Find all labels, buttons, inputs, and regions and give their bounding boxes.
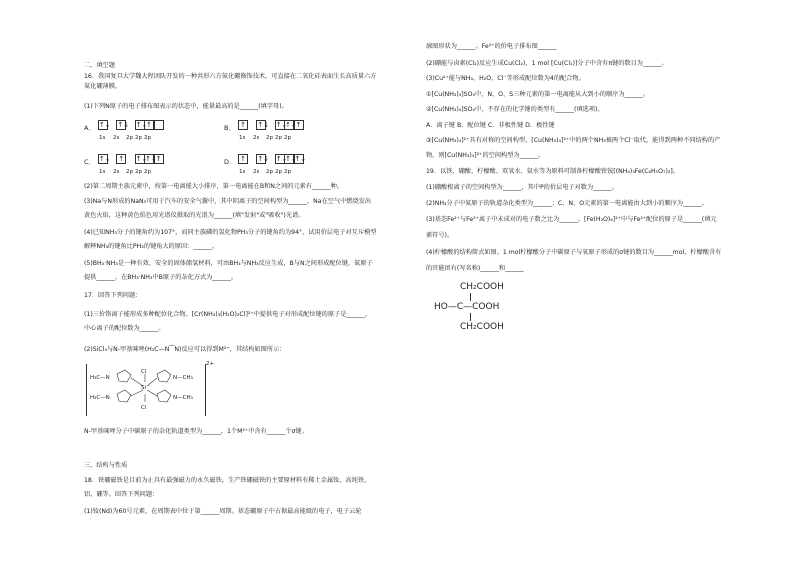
- orbital-box: ↑↓: [275, 121, 288, 129]
- orbital-label: 2s: [253, 135, 260, 141]
- orbital-box: ↑: [238, 120, 248, 130]
- q18-part1: (1)钕(Nd)为60号元素，在周期表中位于第______周期。基态硼原子中占据最高能级的电子，电子云轮: [84, 508, 362, 515]
- option-b-label: B．: [224, 124, 235, 132]
- orbital-box: ↑↓: [257, 121, 270, 129]
- orbital-label: 2s: [253, 169, 260, 175]
- q16-part2: (2)第二周期主族元素中，按第一电离能大小排序，第一电离能在B和N之间的元素有______种。: [84, 183, 343, 190]
- orbital-label: 1s: [239, 135, 246, 141]
- orbital-box: ↑↓: [135, 155, 148, 163]
- orbital-label: 2p: [284, 169, 291, 175]
- r-line6: A．离子键 B．配位键 C．非极性键 D．极性键: [426, 122, 555, 129]
- orbital-diagram-a: [98, 120, 163, 130]
- citric-acid-line2: HO—C—COOH: [434, 302, 500, 312]
- q16-part5-line1: (5)BH₃·NH₃是一种有效、安全的固体储氢材料，可由BH₃与NH₃反应生成，B与N之间形成配位键，氮原子: [84, 260, 373, 267]
- orbital-box: ↑↓: [99, 155, 111, 163]
- r-line10: (1)硼酸根离子的空间构型为______，其中P的价层电子对数为______。: [426, 184, 618, 191]
- orbital-label: 2p: [284, 135, 291, 141]
- orbital-box: ↑↓: [145, 155, 157, 163]
- q17-title: 17．回答下列问题：: [84, 292, 142, 299]
- orbital-label: 1s: [239, 169, 246, 175]
- q17-part1b: 中心离子的配位数为______。: [84, 325, 165, 332]
- orbital-diagram-b: [238, 120, 303, 130]
- orbital-diagram-c: [98, 154, 163, 164]
- orbital-label: 2s: [113, 169, 120, 175]
- orbital-box: ↑↓: [117, 121, 130, 129]
- q16-part1: (1)下列N原子的电子排布图表示的状态中，能量最高的是______(填字母)。: [84, 103, 288, 110]
- orbital-box: ↑: [154, 154, 164, 164]
- orbital-box: ↑↓: [135, 121, 148, 129]
- orbital-box: ↑: [294, 120, 304, 130]
- orbital-label: 2p: [275, 169, 282, 175]
- orbital-box: [154, 120, 164, 130]
- orbital-label: 2p: [266, 169, 273, 175]
- chlorine-label: Cl: [141, 405, 147, 411]
- orbital-label: 2p: [135, 135, 142, 141]
- r-line7: ③[Cu(NH₃)₄]²⁺具有对称的空间构型，[Cu(NH₃)₄]²⁺中的两个NH₃被两个Cl⁻取代，能得到两种不同结构的产: [426, 137, 721, 144]
- r-line13: 素符号)。: [426, 232, 454, 239]
- q16-part4-line1: (4)已知NH₃分子的键角约为107°，而同主族磷的氢化物PH₃分子的键角约为94°，试用价层电子对互斥模型: [84, 229, 377, 236]
- orbital-box: ↑↓: [257, 155, 270, 163]
- citric-acid-line3: CH₂COOH: [460, 322, 504, 332]
- orbital-label: 2p: [144, 169, 151, 175]
- orbital-diagram-d: [238, 154, 307, 164]
- silicon-label: Si: [141, 385, 147, 391]
- orbital-box: ↑: [238, 154, 248, 164]
- q16-part3-line1: (3)Na与N形成的NaN₃可用于汽车的安全气囊中，其中阴离子的空间构型为______，Na在空气中燃烧发出: [84, 198, 372, 205]
- orbital-box: ↑↓: [294, 155, 307, 163]
- citric-acid-line1: CH₂COOH: [460, 282, 504, 292]
- section-fill-blank-title: 二、填空题: [84, 62, 115, 69]
- orbital-label: 2p: [126, 135, 133, 141]
- q16-part4-line2: 解释NH₃的键角比PH₃的键角大的原因：______。: [84, 243, 219, 250]
- orbital-label: 2p: [275, 135, 282, 141]
- bond-line: [470, 293, 471, 301]
- orbital-label: 2p: [135, 169, 142, 175]
- r-line8: 物，则[Cu(NH₃)₄]²⁺的空间构型为______。: [426, 152, 545, 159]
- r-line5: ②[Cu(NH₃)₄]SO₄中，不存在的化学键的类型有______(填选项)。: [426, 106, 604, 113]
- orbital-box: ↑: [116, 154, 126, 164]
- orbital-box: ↑↓: [99, 121, 111, 129]
- r-line2: (2)硼能与卤素(Cl₂)反应生成Cu(Cl₂)，1 mol [Cu(Cl₂)]分子中含有π键的数目为______。: [426, 60, 668, 67]
- q17-part1: (1)三价铬离子能形成多种配位化合物。[Cr(NH₃)₃(H₂O)₂Cl]²⁺中提供电子对形成配位键的原子是______，: [84, 311, 372, 318]
- methyl-label: N—CH₃: [173, 395, 193, 401]
- r-line14: (4)柠檬酸的结构简式如图。1 mol柠檬酸分子中碳原子与氧原子形成的σ键的数目为______mol，柠檬酸含有: [426, 249, 722, 256]
- orbital-label: 1s: [99, 135, 106, 141]
- methyl-label: H₃C—N: [90, 395, 110, 401]
- charge-label: 2+: [206, 361, 215, 367]
- option-a-label: A．: [84, 124, 95, 132]
- q17-part2b: N-甲基咪唑分子中碳原子的杂化轨道类型为______，1个M²⁺中含有______个σ键。: [84, 428, 308, 435]
- r-line12: (3)基态Fe²⁺与Fe³⁺离子中未成对的电子数之比为______。[Fe(H₂O)₆]²⁺中与Fe²⁺配位的原子是______(填元: [426, 216, 717, 223]
- orbital-label: 2p: [144, 135, 151, 141]
- section-structure-title: 三、结构与性质: [84, 462, 128, 469]
- bond-line: [470, 313, 471, 321]
- option-c-label: C．: [84, 158, 96, 166]
- r-line11: (2)NH₃分子中氮原子的轨道杂化类型为______；C、N、O元素的第一电离能由大到小的顺序为______。: [426, 200, 708, 207]
- r-line15: 的官能团有(写名称)______和______: [426, 265, 524, 272]
- q18-line1: 18．铁硼磁铁是目前为止具有最强磁力的永久磁铁。生产铁硼磁铁的主要原材料有稀土金属钕、高纯铁、: [84, 477, 371, 484]
- orbital-box: ↑↓: [275, 155, 288, 163]
- q16-line1: 16．我国复旦大学魏大程团队开发的一种共形六方氮化硼修饰技术，可直接在二氧化硅表面生长高质量六方: [84, 73, 377, 80]
- q18-line2: 铝、硼等。回答下列问题：: [84, 491, 159, 498]
- q19-title: 19．以铁、硼酸、柠檬酸、双氧水、氨水等为原料可制备柠檬酸铁铵[(NH₄)₃Fe(C₆H₅O₇)₂]。: [426, 168, 680, 175]
- r-line1: 廓图形状为______。Fe²⁺的价电子排布图______: [426, 43, 557, 50]
- orbital-box: ↑↓: [285, 121, 297, 129]
- r-line3: (3)Cu²⁺能与NH₃、H₂O、Cl⁻等形成配位数为4的配合物。: [426, 75, 585, 82]
- q16-line2: 氮化硼薄膜。: [84, 83, 122, 90]
- q16-part5-line2: 提供______，在BH₃·NH₃中B原子的杂化方式为______。: [84, 274, 238, 281]
- methyl-label: H₃C—N: [90, 375, 110, 381]
- orbital-label: 2p: [266, 135, 273, 141]
- orbital-label: 2s: [113, 135, 120, 141]
- q17-part2: (2)SiCl₄与N-甲基咪唑(H₃C—N⁀N)反应可以得到M²⁺，其结构如图所示：: [84, 346, 286, 353]
- methyl-label: N—CH₃: [173, 375, 193, 381]
- option-d-label: D．: [224, 158, 236, 166]
- chlorine-label: Cl: [141, 369, 147, 375]
- orbital-label: 2p: [126, 169, 133, 175]
- complex-structure-diagram: [86, 364, 206, 416]
- orbital-box: ↑: [144, 120, 154, 130]
- q16-part3-line2: 黄色火焰，这种黄色焰色用光谱仪摄取的光谱为______(填"发射"或"吸收")光谱。: [84, 212, 305, 219]
- r-line4: ①[Cu(NH₃)₄]SO₄中，N、O、S三种元素的第一电离能从大到小的顺序为______。: [426, 91, 650, 98]
- orbital-box: ↑↓: [285, 155, 297, 163]
- orbital-label: 1s: [99, 169, 106, 175]
